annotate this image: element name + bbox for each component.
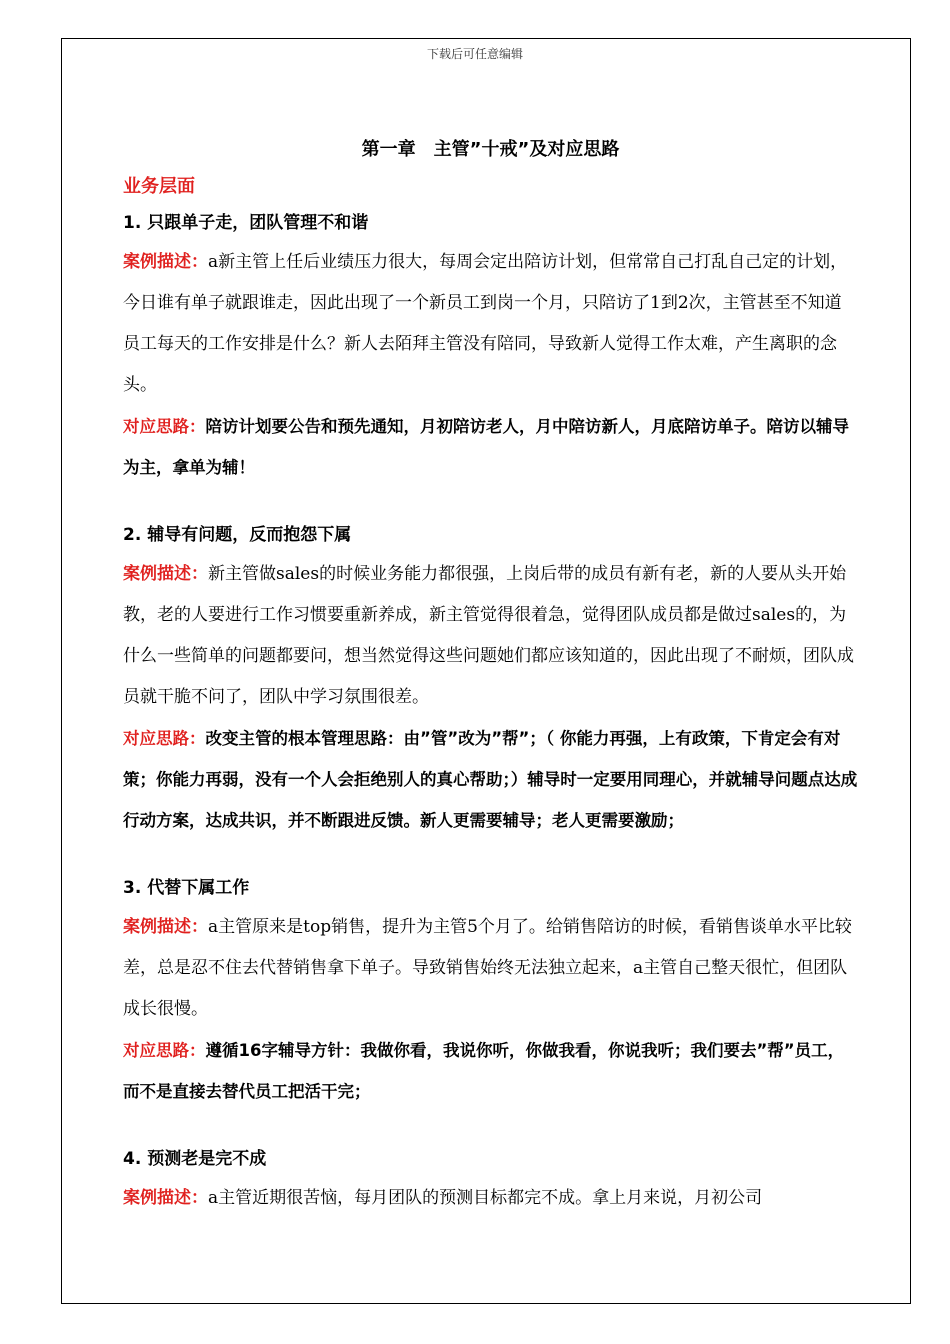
spacer: [123, 488, 858, 516]
case-paragraph: [123, 242, 858, 406]
chapter-title: 第一章 主管”十戒”及对应思路: [361, 139, 620, 160]
item-heading: 4. 预测老是完不成: [123, 1149, 267, 1169]
section-title: 业务层面: [123, 176, 195, 197]
case-label: 案例描述：: [123, 917, 208, 937]
spacer: [123, 1112, 858, 1140]
idea-label: 对应思路：: [123, 729, 206, 748]
item-heading: 1. 只跟单子走，团队管理不和谐: [123, 213, 369, 233]
spacer: [123, 841, 858, 869]
document-body: [123, 130, 858, 1219]
case-text: 新主管做sales的时候业务能力都很强，上岗后带的成员有新有老，新的人要从头开始教，老的人要进行工作习惯要重新养成，新主管觉得很着急，觉得团队成员都是做过sales的，为什么一些简单的问题都要问，想当然觉得这些问题她们都应该知道的，因此出现了不耐烦，团队成员就干脆不问了，团队中学习氛围很差。: [123, 564, 854, 707]
case-label: 案例描述：: [123, 1188, 208, 1208]
case-text: a新主管上任后业绩压力很大，每周会定出陪访计划，但常常自己打乱自己定的计划，今日谁有单子就跟谁走，因此出现了一个新员工到岗一个月，只陪访了1到2次，主管甚至不知道员工每天的工作安排是什么？新人去陌拜主管没有陪同，导致新人觉得工作太难，产生离职的念头。: [123, 252, 848, 395]
case-paragraph: [123, 1178, 858, 1219]
case-text: a主管原来是top销售，提升为主管5个月了。给销售陪访的时候，看销售谈单水平比较差，总是忍不住去代替销售拿下单子。导致销售始终无法独立起来，a主管自己整天很忙，但团队成长很慢。: [123, 917, 852, 1019]
idea-label: 对应思路：: [123, 1041, 206, 1060]
idea-paragraph: [123, 1030, 858, 1112]
idea-text: 改变主管的根本管理思路：由”管”改为”帮”；（ 你能力再强，上有政策，下肯定会有对策；你能力再弱，没有一个人会拒绝别人的真心帮助；）辅导时一定要用同理心，并就辅导问题点达成行动方案，达成共识，并不断跟进反馈。新人更需要辅导；老人更需要激励；: [123, 729, 858, 830]
idea-text: 陪访计划要公告和预先通知，月初陪访老人，月中陪访新人，月底陪访单子。陪访以辅导为主，拿单为辅！: [123, 417, 849, 477]
case-label: 案例描述：: [123, 564, 208, 584]
item-heading: 3. 代替下属工作: [123, 878, 250, 898]
case-paragraph: [123, 554, 858, 718]
idea-text: 遵循16字辅导方针：我做你看，我说你听，你做我看，你说我听；我们要去”帮”员工，而不是直接去替代员工把活干完；: [123, 1041, 845, 1101]
case-label: 案例描述：: [123, 252, 208, 272]
case-text: a主管近期很苦恼，每月团队的预测目标都完不成。拿上月来说，月初公司: [208, 1188, 763, 1208]
item-heading: 2. 辅导有问题，反而抱怨下属: [123, 525, 352, 545]
header-note: 下载后可任意编辑: [426, 47, 523, 61]
idea-label: 对应思路：: [123, 417, 206, 436]
idea-paragraph: [123, 718, 858, 841]
case-paragraph: [123, 907, 858, 1030]
idea-paragraph: [123, 406, 858, 488]
